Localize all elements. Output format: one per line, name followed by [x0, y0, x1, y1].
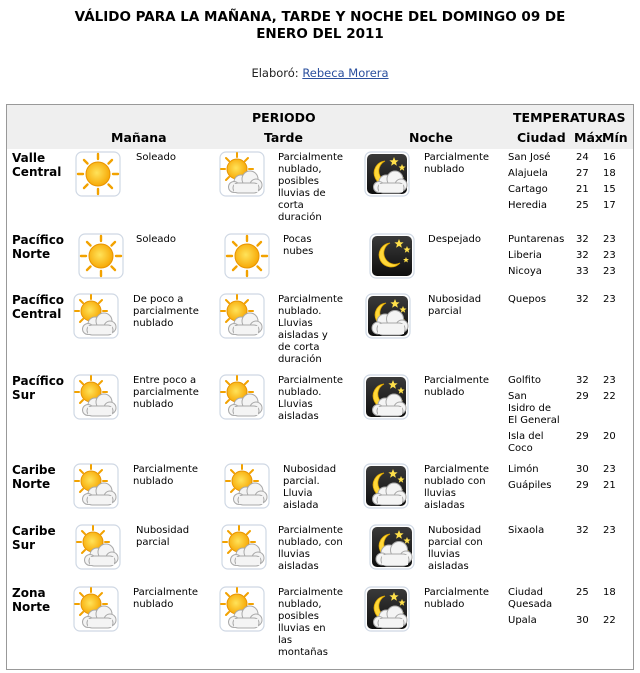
tarde-description-line: montañas [278, 647, 328, 658]
sun-cloud-icon [219, 586, 265, 632]
region-name-line: Norte [12, 247, 51, 261]
region-name [12, 586, 50, 614]
city-name [508, 200, 547, 212]
region-name-line: Caribe [12, 463, 56, 477]
manana-description [136, 234, 176, 246]
city-min-temp: 20 [603, 431, 616, 442]
sun-cloud-icon [73, 463, 119, 509]
noche-description-line: Nubosidad [428, 525, 482, 536]
manana-description [133, 587, 198, 611]
tarde-description-line: parcial. [283, 476, 320, 487]
tarde-description [283, 464, 336, 512]
sun-cloud-icon [73, 293, 119, 339]
city-max-temp: 32 [576, 375, 589, 386]
city-max-temp: 32 [576, 234, 589, 245]
manana-description-line: Nubosidad [136, 525, 190, 536]
city-min-temp: 23 [603, 464, 616, 475]
region-name [12, 374, 64, 402]
city-max-temp: 21 [576, 184, 589, 195]
temperaturas-header: TEMPERATURAS [513, 110, 626, 125]
city-max-temp: 29 [576, 431, 589, 442]
min-header: Mín [602, 130, 628, 145]
city-name-line: Limón [508, 464, 539, 475]
manana-description [133, 464, 198, 488]
city-max-temp: 25 [576, 200, 589, 211]
region-name-line: Pacífico [12, 233, 65, 247]
region-name-line: Central [12, 165, 62, 179]
city-name [508, 375, 541, 387]
moon-cloudy-icon [365, 293, 411, 339]
city-min-temp: 23 [603, 266, 616, 277]
city-min-temp: 21 [603, 480, 616, 491]
region-name-line: Caribe [12, 524, 56, 538]
moon-stars-partly-cloudy-icon [364, 586, 410, 632]
manana-description-line: De poco a [133, 294, 184, 305]
tarde-description-line: Parcialmente [278, 525, 344, 536]
manana-description-line: Entre poco a [133, 375, 197, 386]
city-name-line: Guápiles [508, 480, 552, 491]
page-title [0, 9, 640, 43]
city-name-line: Upala [508, 615, 537, 626]
noche-description-line: Parcialmente [424, 375, 490, 386]
noche-description [424, 587, 489, 611]
city-name [508, 152, 550, 164]
manana-description-line: parcialmente [133, 306, 199, 317]
manana-description [136, 152, 176, 164]
city-name-line: San José [508, 152, 551, 163]
noche-description-line: lluvias [424, 488, 456, 499]
city-name [508, 184, 548, 196]
tarde-description-line: Parcialmente [278, 294, 344, 305]
moon-stars-partly-cloudy-icon [363, 463, 409, 509]
tarde-description-line: Pocas [283, 234, 312, 245]
region-name-line: Sur [12, 538, 36, 552]
city-name [508, 294, 546, 306]
region-name-line: Norte [12, 600, 51, 614]
tarde-description-line: posibles [278, 176, 319, 187]
tarde-description-line: duración [278, 212, 322, 223]
region-name [12, 293, 64, 321]
region-name-line: Central [12, 307, 62, 321]
manana-description [136, 525, 189, 549]
city-min-temp: 18 [603, 168, 616, 179]
city-max-temp: 29 [576, 480, 589, 491]
city-min-temp: 23 [603, 375, 616, 386]
city-min-temp: 23 [603, 294, 616, 305]
tarde-description-line: duración [278, 354, 322, 365]
city-name-line: Puntarenas [508, 234, 565, 245]
noche-description-line: Parcialmente [424, 587, 490, 598]
city-name [508, 391, 560, 427]
city-max-temp: 32 [576, 294, 589, 305]
noche-description-line: nublado con [424, 476, 486, 487]
city-name-line: San [508, 391, 527, 402]
sun-cloud-icon [219, 293, 265, 339]
title-line-2: ENERO DEL 2011 [256, 26, 384, 42]
noche-description [424, 375, 489, 399]
max-header: Máx [574, 130, 603, 145]
manana-header: Mañana [111, 130, 167, 145]
noche-header: Noche [409, 130, 453, 145]
city-max-temp: 27 [576, 168, 589, 179]
tarde-description-line: aisladas y [278, 330, 328, 341]
tarde-description-line: Parcialmente [278, 375, 344, 386]
noche-description [428, 525, 483, 573]
city-name [508, 480, 551, 492]
moon-stars-clear-icon [369, 233, 415, 279]
city-max-temp: 24 [576, 152, 589, 163]
city-name-line: Coco [508, 443, 533, 454]
region-name [12, 233, 64, 261]
city-max-temp: 29 [576, 391, 589, 402]
noche-description-line: aisladas [424, 500, 465, 511]
city-max-temp: 30 [576, 615, 589, 626]
sun-cloud-icon [221, 524, 267, 570]
tarde-description-line: lluvias [278, 549, 310, 560]
noche-description-line: nublado [424, 387, 465, 398]
manana-description-line: nublado [133, 399, 174, 410]
tarde-description [283, 234, 313, 258]
tarde-description-line: Lluvia [283, 488, 313, 499]
noche-description [424, 152, 489, 176]
manana-description-line: parcialmente [133, 387, 199, 398]
author-link[interactable]: Rebeca Morera [302, 66, 389, 80]
region-name-line: Norte [12, 477, 51, 491]
city-name [508, 464, 539, 476]
noche-description-line: nublado [424, 164, 465, 175]
region-name [12, 463, 56, 491]
city-name-line: El General [508, 415, 560, 426]
region-name-line: Pacífico [12, 374, 65, 388]
manana-description-line: Parcialmente [133, 587, 199, 598]
tarde-description-line: corta [278, 200, 304, 211]
city-name [508, 266, 542, 278]
sun-cloud-icon [219, 374, 265, 420]
moon-stars-partly-cloudy-icon [364, 151, 410, 197]
city-max-temp: 32 [576, 250, 589, 261]
tarde-description [278, 152, 343, 224]
tarde-description-line: nublado, [278, 599, 322, 610]
tarde-description-line: posibles [278, 611, 319, 622]
city-name-line: Quepos [508, 294, 547, 305]
ciudad-header: Ciudad [517, 130, 566, 145]
city-name-line: Quesada [508, 599, 553, 610]
sun-cloud-icon [75, 524, 121, 570]
noche-description-line: aisladas [428, 561, 469, 572]
tarde-description [278, 525, 343, 573]
noche-description-line: parcial [428, 306, 462, 317]
city-name-line: Nicoya [508, 266, 542, 277]
city-max-temp: 32 [576, 525, 589, 536]
tarde-description [278, 375, 343, 423]
tarde-description-line: lluvias de [278, 188, 326, 199]
city-name-line: Sixaola [508, 525, 545, 536]
tarde-header: Tarde [264, 130, 303, 145]
city-name-line: Isla del [508, 431, 544, 442]
city-min-temp: 22 [603, 615, 616, 626]
tarde-description-line: Parcialmente [278, 152, 344, 163]
tarde-description-line: Parcialmente [278, 587, 344, 598]
city-name [508, 615, 537, 627]
tarde-description-line: lluvias en [278, 623, 326, 634]
noche-description-line: Parcialmente [424, 464, 490, 475]
city-name [508, 168, 548, 180]
city-name-line: Isidro de [508, 403, 551, 414]
tarde-description-line: aisladas [278, 411, 319, 422]
city-min-temp: 15 [603, 184, 616, 195]
sun-icon [75, 151, 121, 197]
tarde-description [278, 294, 343, 366]
sun-cloud-icon [73, 586, 119, 632]
city-max-temp: 30 [576, 464, 589, 475]
periodo-header: PERIODO [252, 110, 316, 125]
moon-cloudy-icon [369, 524, 415, 570]
tarde-description-line: nublado. [278, 306, 322, 317]
forecast-table [6, 104, 634, 670]
tarde-description-line: aisladas [278, 561, 319, 572]
manana-description-line: Soleado [136, 234, 176, 245]
city-name-line: Alajuela [508, 168, 548, 179]
noche-description [428, 294, 481, 318]
city-name [508, 250, 542, 262]
city-name-line: Ciudad [508, 587, 543, 598]
region-name [12, 524, 56, 552]
tarde-description-line: nublado. [278, 387, 322, 398]
region-name-line: Pacífico [12, 293, 65, 307]
author-label: Elaboró: [251, 66, 299, 80]
noche-description [424, 464, 489, 512]
tarde-description-line: nublado, con [278, 537, 343, 548]
manana-description-line: Soleado [136, 152, 176, 163]
city-name [508, 525, 544, 537]
city-min-temp: 23 [603, 250, 616, 261]
city-min-temp: 17 [603, 200, 616, 211]
city-name-line: Liberia [508, 250, 542, 261]
tarde-description [278, 587, 343, 659]
author-line [0, 66, 640, 80]
tarde-description-line: las [278, 635, 293, 646]
sun-icon [224, 233, 270, 279]
manana-description-line: nublado [133, 476, 174, 487]
city-name [508, 431, 544, 455]
noche-description-line: Despejado [428, 234, 481, 245]
tarde-description-line: de corta [278, 342, 320, 353]
region-name-line: Sur [12, 388, 36, 402]
moon-stars-partly-cloudy-icon [363, 374, 409, 420]
tarde-description-line: aislada [283, 500, 319, 511]
tarde-description-line: Nubosidad [283, 464, 337, 475]
city-min-temp: 22 [603, 391, 616, 402]
noche-description-line: parcial con [428, 537, 483, 548]
manana-description [133, 294, 199, 330]
sun-cloud-icon [73, 374, 119, 420]
noche-description-line: nublado [424, 599, 465, 610]
city-name-line: Golfito [508, 375, 541, 386]
sun-cloud-icon [224, 463, 270, 509]
city-name [508, 234, 564, 246]
manana-description-line: parcial [136, 537, 170, 548]
tarde-description-line: Lluvias [278, 399, 313, 410]
tarde-description-line: nublado, [278, 164, 322, 175]
noche-description-line: lluvias [428, 549, 460, 560]
noche-description-line: Nubosidad [428, 294, 482, 305]
sun-icon [78, 233, 124, 279]
region-name-line: Zona [12, 586, 46, 600]
manana-description-line: Parcialmente [133, 464, 199, 475]
manana-description-line: nublado [133, 318, 174, 329]
region-name-line: Valle [12, 151, 46, 165]
city-name-line: Cartago [508, 184, 548, 195]
city-min-temp: 18 [603, 587, 616, 598]
city-name-line: Heredia [508, 200, 547, 211]
city-max-temp: 33 [576, 266, 589, 277]
noche-description-line: Parcialmente [424, 152, 490, 163]
title-line-1: VÁLIDO PARA LA MAÑANA, TARDE Y NOCHE DEL DOMINGO 09 DE [74, 9, 566, 25]
sun-cloud-icon [219, 151, 265, 197]
city-name [508, 587, 552, 611]
region-name [12, 151, 61, 179]
tarde-description-line: Lluvias [278, 318, 313, 329]
tarde-description-line: nubes [283, 246, 314, 257]
city-min-temp: 23 [603, 234, 616, 245]
city-min-temp: 23 [603, 525, 616, 536]
manana-description-line: nublado [133, 599, 174, 610]
noche-description [428, 234, 481, 246]
city-min-temp: 16 [603, 152, 616, 163]
city-max-temp: 25 [576, 587, 589, 598]
manana-description [133, 375, 199, 411]
